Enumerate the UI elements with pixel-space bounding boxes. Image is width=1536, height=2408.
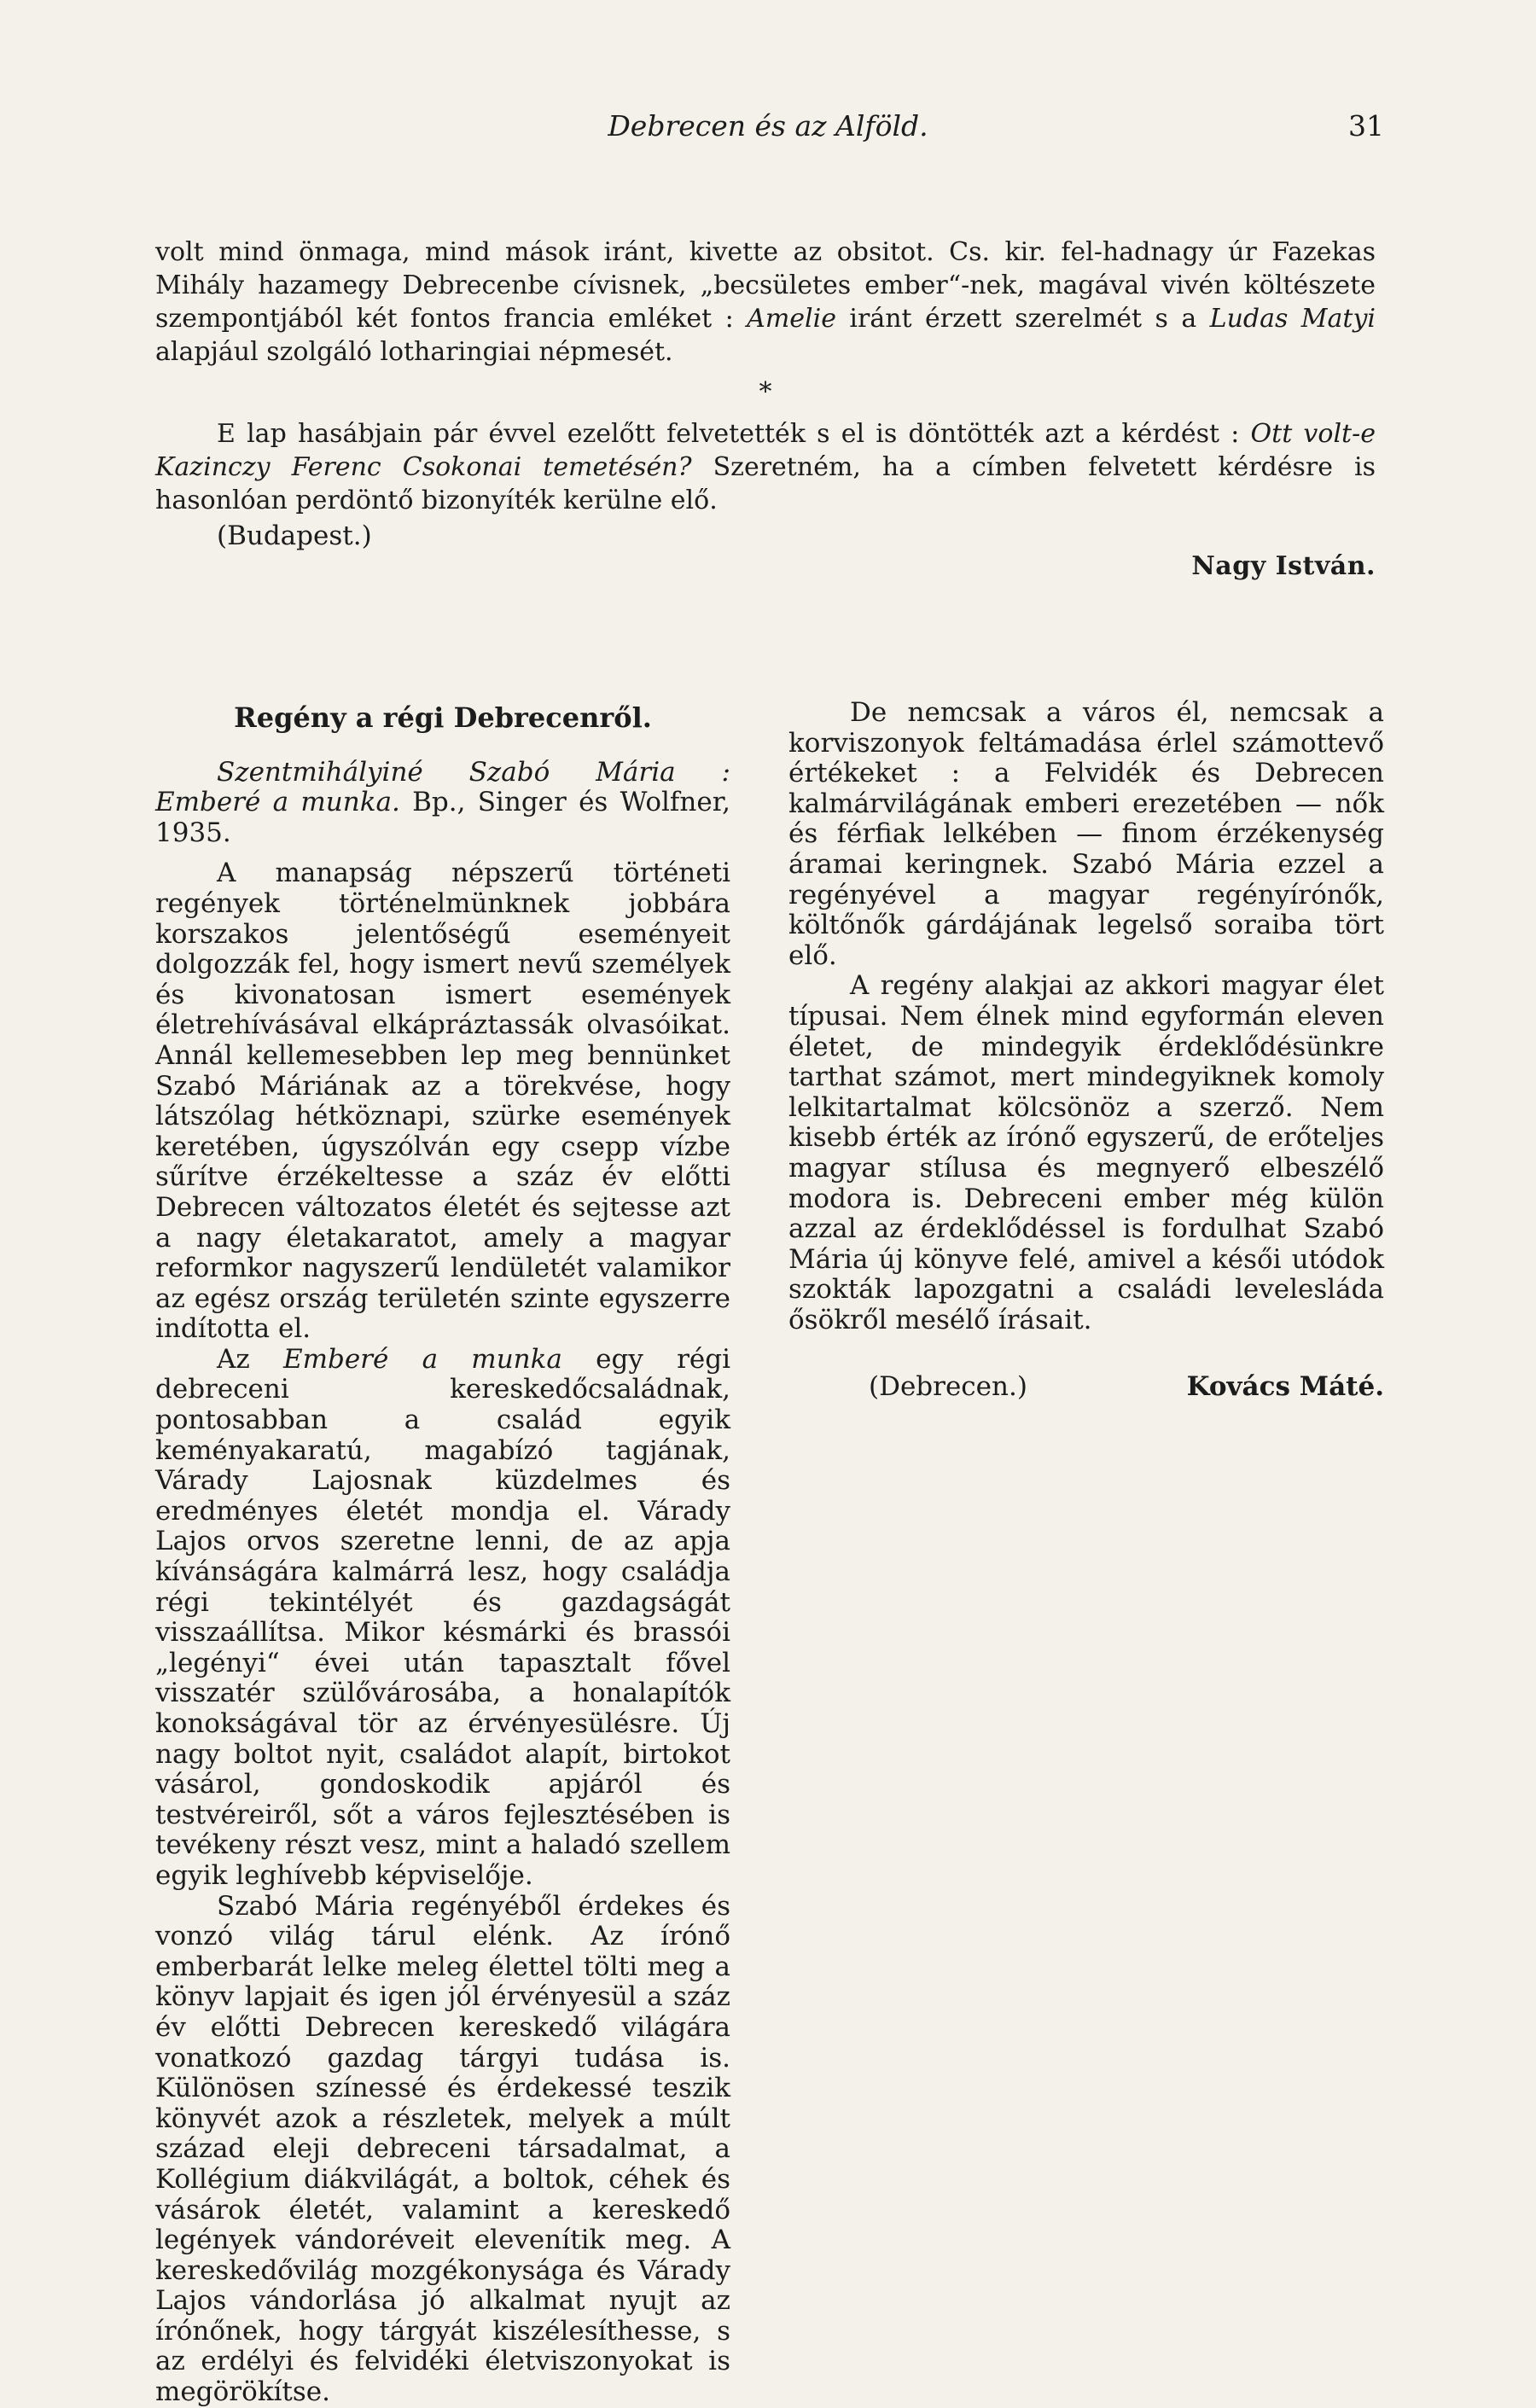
top-section xyxy=(155,236,1376,585)
review-paragraph-4: De nemcsak a város él, nemcsak a korviszonyok feltámadása érlel számottevő értékeket : a Felvidék és Debrecen kalmárvilágának emberi erezetében — nők és férfiak lelkében — finom érzékenység áramai keringnek. Szabó Mária ezzel a regényével a magyar regényírónők, költőnők gárdájának legelső soraiba tört elő. xyxy=(788,697,1384,971)
section-separator: * xyxy=(759,377,772,407)
page-number: 31 xyxy=(1348,109,1384,143)
note-place: (Budapest.) xyxy=(217,521,372,551)
review-paragraph-2: Az Emberé a munka egy régi debreceni kereskedőcsaládnak, pontosabban a család egyik keményakaratú, magabízó tagjának, Várady Lajosnak küzdelmes és eredményes életét mondja el. Várady Lajos orvos szeretne lenni, de az apja kívánságára kalmárrá lesz, hogy családja régi tekintélyét és gazdagságát visszaállítsa. Mikor késmárki és brassói „legényi“ évei után tapasztalt fővel visszatér szülővárosába, a honalapítók konokságával tör az érvényesülésre. Új nagy boltot nyit, családot alapít, birtokot vásárol, gondoskodik apjáról és testvéreiről, sőt a város fejlesztésében is tevékeny részt vesz, mint a haladó szellem egyik leghívebb képviselője. xyxy=(155,1343,731,1891)
review-paragraph-1: A manapság népszerű történeti regények történelmünknek jobbára korszakos jelentőségű eseményeit dolgozzák fel, hogy ismert nevű személyek és kivonatosan ismert események életrehívásával elkápráztassák olvasóikat. Annál kellemesebben lep meg bennünket Szabó Máriának az a törekvése, hogy látszólag hétköznapi, szürke események keretében, úgyszólván egy csepp vízbe sűrítve érzékeltesse a száz év előtti Debrecen változatos életét és sejtesse azt a nagy életakaratot, amely a magyar reformkor nagyszerű lendületét valamikor az egész ország területén szinte egyszerre indította el. xyxy=(155,858,730,1345)
intro-paragraph: volt mind önmaga, mind mások iránt, kivette az obsitot. Cs. kir. fel-hadnagy úr Fazekas Mihály hazamegy Debrecenbe cívisnek, „becsületes ember“-nek, magával vivén költészete szempontjából két fontos francia emléket : Amelie iránt érzett szerelmét s a Ludas Matyi alapjául szolgáló lotharingiai népmesét. xyxy=(155,237,1376,367)
left-column xyxy=(155,698,730,2408)
review-title: Regény a régi Debrecenről. xyxy=(234,701,652,734)
book-citation: Szentmihályiné Szabó Mária : Emberé a munka. Bp., Singer és Wolfner, 1935. xyxy=(155,756,730,848)
note-paragraph: E lap hasábjain pár évvel ezelőtt felvetették s el is döntötték azt a kérdést : Ott volt-e Kazinczy Ferenc Csokonai temetésén? Szeretném, ha a címben felvetett kérdésre is hasonlóan perdöntő bizonyíték kerülne elő. xyxy=(155,419,1376,515)
right-column xyxy=(788,698,1384,1405)
review-paragraph-3: Szabó Mária regényéből érdekes és vonzó világ tárul elénk. Az írónő emberbarát lelke meleg élettel tölti meg a könyv lapjait és igen jól érvényesül a száz év előtti Debrecen kereskedő világára vonatkozó gazdag tárgyi tudása is. Különösen színessé és érdekessé teszik könyvét azok a részletek, melyek a múlt század eleji debreceni társadalmat, a Kollégium diákvilágát, a boltok, céhek és vásárok életét, valamint a kereskedő legények vándoréveit elevenítik meg. A kereskedővilág mozgékonysága és Várady Lajos vándorlása jó alkalmat nyujt az írónőnek, hogy tárgyát kiszélesíthesse, s az erdélyi és felvidéki életviszonyokat is megörökítse. xyxy=(155,1890,730,2408)
review-place: (Debrecen.) xyxy=(869,1371,1027,1403)
review-author: Kovács Máté. xyxy=(1186,1371,1384,1403)
review-signature xyxy=(788,1371,1384,1405)
running-header: Debrecen és az Alföld. xyxy=(608,109,928,143)
review-paragraph-5: A regény alakjai az akkori magyar élet típusai. Nem élnek mind egyformán eleven életet, de mindegyik érdeklődésünkre tarthat számot, mert mindegyiknek komoly lelkitartalmat kölcsönöz a szerző. Nem kisebb érték az írónő egyszerű, de erőteljes magyar stílusa és megnyerő elbeszélő modora is. Debreceni ember még külön azzal az érdeklődéssel is fordulhat Szabó Mária új könyve felé, amivel a késői utódok szokták lapozgatni a családi levelesláda ősökről mesélő írásait. xyxy=(788,970,1384,1335)
note-author: Nagy István. xyxy=(1191,551,1376,581)
note-signature xyxy=(155,521,1376,585)
